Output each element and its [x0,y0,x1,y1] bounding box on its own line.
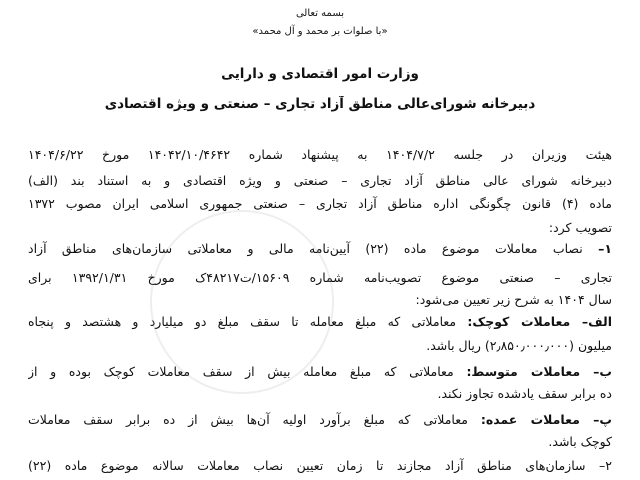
intro-line-1: هیئت وزیران در جلسه ۱۴۰۴/۷/۲ به پیشنهاد شماره ۱۴۰۴۲/۱۰/۴۶۴۲ مورخ ۱۴۰۴/۶/۲۲ [28,147,612,162]
basmala: بسمه تعالی [295,8,345,19]
clause-a-line-1: الف– معاملات کوچک: معاملاتی که مبلغ معامله تا سقف مبلغ دو میلیارد و هشتصد و پنجاه [28,314,612,329]
article-1-line-1: ۱– نصاب معاملات موضوع ماده (۲۲) آیین‌نامه مالی و معاملاتی سازمان‌های مناطق آزاد [28,241,612,256]
intro-line-3: ماده (۴) قانون چگونگی اداره مناطق آزاد تجاری – صنعتی جمهوری اسلامی ایران مصوب ۱۳۷۲ [28,196,612,211]
clause-c-line-2: کوچک باشد. [548,434,612,449]
intro-line-2: دبیرخانه شورای عالی مناطق آزاد تجاری – صنعتی و ویژه اقتصادی و به استناد بند (الف) [28,173,612,188]
clause-a-label: الف– معاملات کوچک: [467,314,612,329]
article-1-line-2: تجاری – صنعتی موضوع تصویب‌نامه شماره ۱۵۶۰۹/ت۴۸۲۱۷ک مورخ ۱۳۹۲/۱/۳۱ برای [28,270,612,285]
intro-line-4: تصویب کرد: [548,220,612,235]
article-1-line-3: سال ۱۴۰۴ به شرح زیر تعیین می‌شود: [415,292,612,307]
clause-a-line-2: میلیون (۲٫۸۵۰٫۰۰۰٫۰۰۰) ریال باشد. [426,338,612,353]
clause-b-line-1: ب– معاملات متوسط: معاملاتی که مبلغ معامله بیش از سقف معاملات کوچک بوده و از [28,364,612,379]
ministry-title: وزارت امور اقتصادی و دارایی [221,66,419,82]
clause-c-line-1: پ– معاملات عمده: معاملاتی که مبلغ برآورد اولیه آن‌ها بیش از ده برابر سقف معاملات [28,412,612,427]
article-2-line-1: ۲– سازمان‌های مناطق آزاد مجازند تا زمان تعیین نصاب معاملات سالانه موضوع ماده (۲۲) [28,458,612,473]
secretariat-title: دبیرخانه شورای‌عالی مناطق آزاد تجاری – صنعتی و ویژه اقتصادی [104,96,536,112]
clause-b-label: ب– معاملات متوسط: [466,364,612,379]
article-1-number: ۱– [598,241,612,256]
clause-b-line-2: ده برابر سقف یادشده تجاوز نکند. [437,386,612,401]
salawat-line: «با صلوات بر محمد و آل محمد» [252,26,388,37]
clause-c-label: پ– معاملات عمده: [480,412,612,427]
